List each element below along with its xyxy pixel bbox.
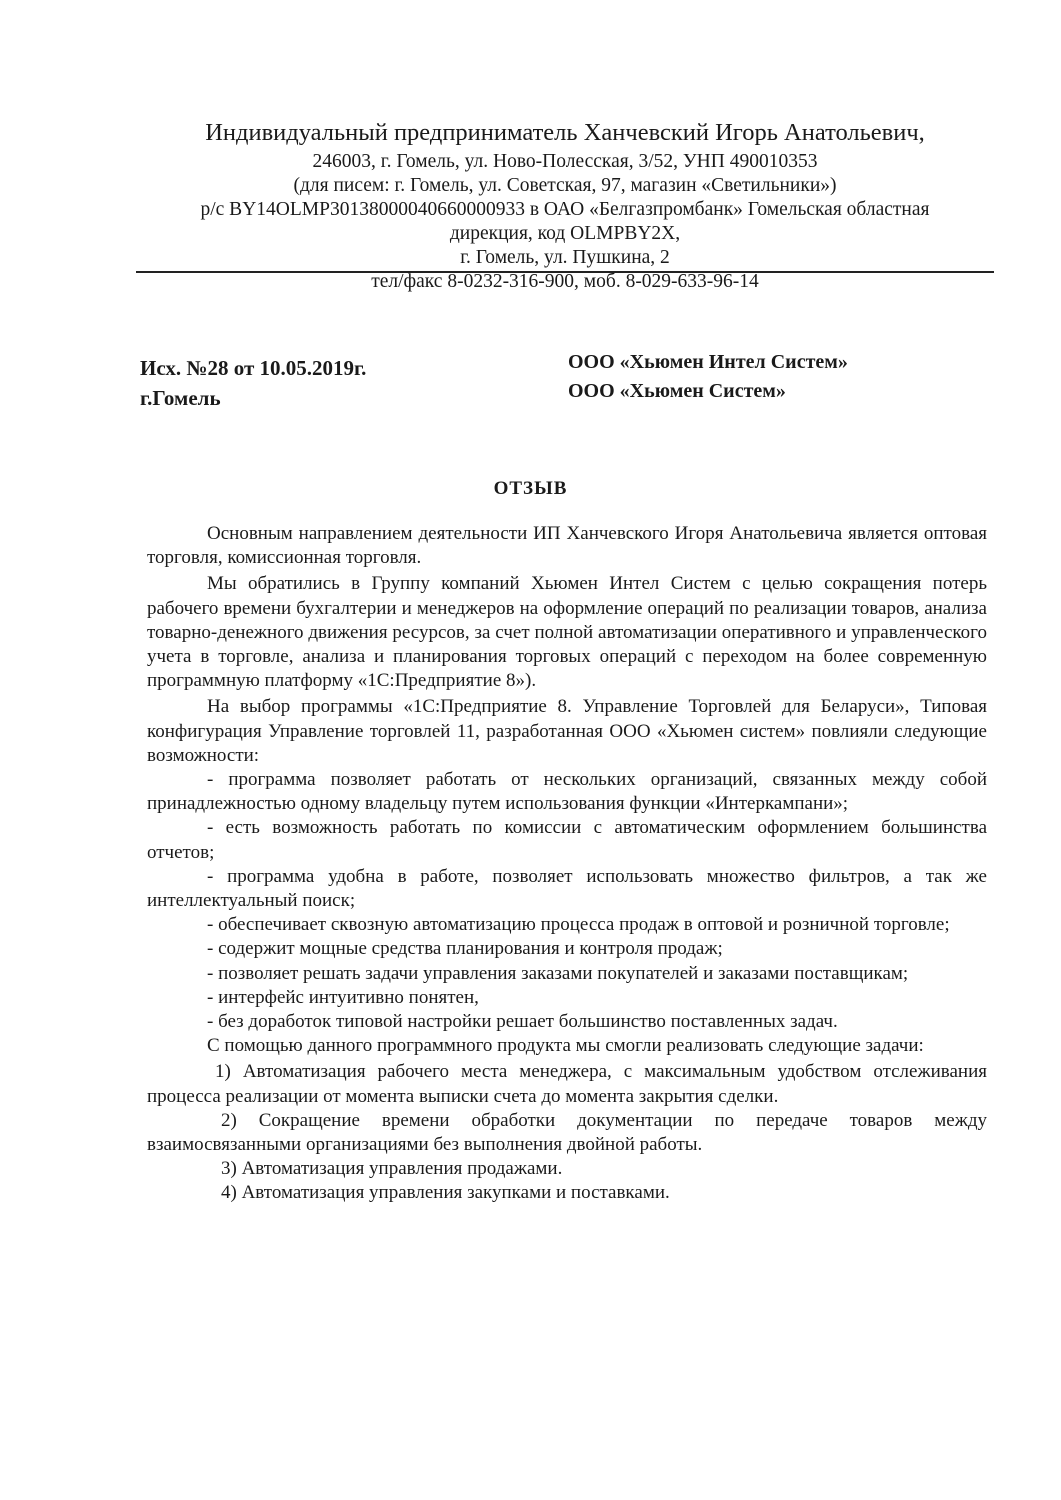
list-item: - интерфейс интуитивно понятен, <box>207 986 479 1008</box>
letterhead <box>130 116 1000 294</box>
letter-body <box>147 522 987 1206</box>
list-item: - без доработок типовой настройки решает большинство поставленных задач. <box>207 1011 838 1033</box>
letterhead-divider <box>136 271 994 273</box>
reference-block <box>140 353 366 413</box>
task-item: 2) Сокращение времени обработки документации по передаче товаров между взаимосвязанными организациями без выполнения двойной работы. <box>147 1109 987 1156</box>
letterhead-phone: тел/факс 8-0232-316-900, моб. 8-029-633-96-14 <box>371 271 759 292</box>
paragraph: С помощью данного программного продукта мы смогли реализовать следующие задачи: <box>207 1035 924 1057</box>
paragraph: Основным направлением деятельности ИП Ханчевского Игоря Анатольевича является оптовая торговля, комиссионная торговля. <box>147 523 987 569</box>
letterhead-address: 246003, г. Гомель, ул. Ново-Полесская, 3/52, УНП 490010353 <box>312 151 818 172</box>
outgoing-number: Исх. №28 от 10.05.2019г. <box>140 356 367 380</box>
list-item: - содержит мощные средства планирования и контроля продаж; <box>207 938 723 960</box>
recipient: ООО «Хьюмен Систем» <box>568 380 786 402</box>
letterhead-mail-address: (для писем: г. Гомель, ул. Советская, 97, магазин «Светильники») <box>293 175 837 196</box>
paragraph: На выбор программы «1С:Предприятие 8. Управление Торговлей для Беларуси», Типовая конфигурация Управление торговлей 11, разработанная ООО «Хьюмен систем» повлияли следующие возможности: <box>147 696 987 766</box>
document-title: ОТЗЫВ <box>493 478 568 499</box>
list-item: - программа удобна в работе, позволяет использовать множество фильтров, а так же интеллектуальный поиск; <box>147 865 987 912</box>
task-item: 4) Автоматизация управления закупками и поставками. <box>221 1182 670 1204</box>
reference-city: г.Гомель <box>140 386 221 410</box>
letterhead-bank-code: дирекция, код OLMPBY2X, <box>449 223 681 244</box>
letterhead-bank-address: г. Гомель, ул. Пушкина, 2 <box>460 247 670 268</box>
list-item: - обеспечивает сквозную автоматизацию процесса продаж в оптовой и розничной торговле; <box>207 914 950 936</box>
task-item: 1) Автоматизация рабочего места менеджера, с максимальным удобством отслеживания процесса реализации от момента выписки счета до момента закрытия сделки. <box>147 1061 987 1107</box>
task-item: 3) Автоматизация управления продажами. <box>221 1158 563 1180</box>
list-item: - есть возможность работать по комиссии с автоматическим оформлением большинства отчетов; <box>147 817 987 863</box>
letterhead-title: Индивидуальный предприниматель Ханчевский Игорь Анатольевич, <box>205 119 925 146</box>
letterhead-bank-account: р/с BY14OLMP30138000040660000933 в ОАО «Белгазпромбанк» Гомельская областная <box>200 199 930 220</box>
recipients-block <box>568 348 848 406</box>
list-item: - позволяет решать задачи управления заказами покупателей и заказами поставщикам; <box>207 962 909 984</box>
list-item: - программа позволяет работать от нескольких организаций, связанных между собой принадлежностью одному владельцу путем использования функции «Интеркампани»; <box>147 769 987 815</box>
recipient: ООО «Хьюмен Интел Систем» <box>568 351 848 373</box>
paragraph: Мы обратились в Группу компаний Хьюмен Интел Систем с целью сокращения потерь рабочего времени бухгалтерии и менеджеров на оформление операций по реализации товаров, анализа товарно-денежного движения ресурсов, за счет полной автоматизации оперативного и управленческого учета в торговле, анализа и планирования торговых операций с переходом на более современную программную платформу «1С:Предприятие 8»). <box>147 573 987 692</box>
